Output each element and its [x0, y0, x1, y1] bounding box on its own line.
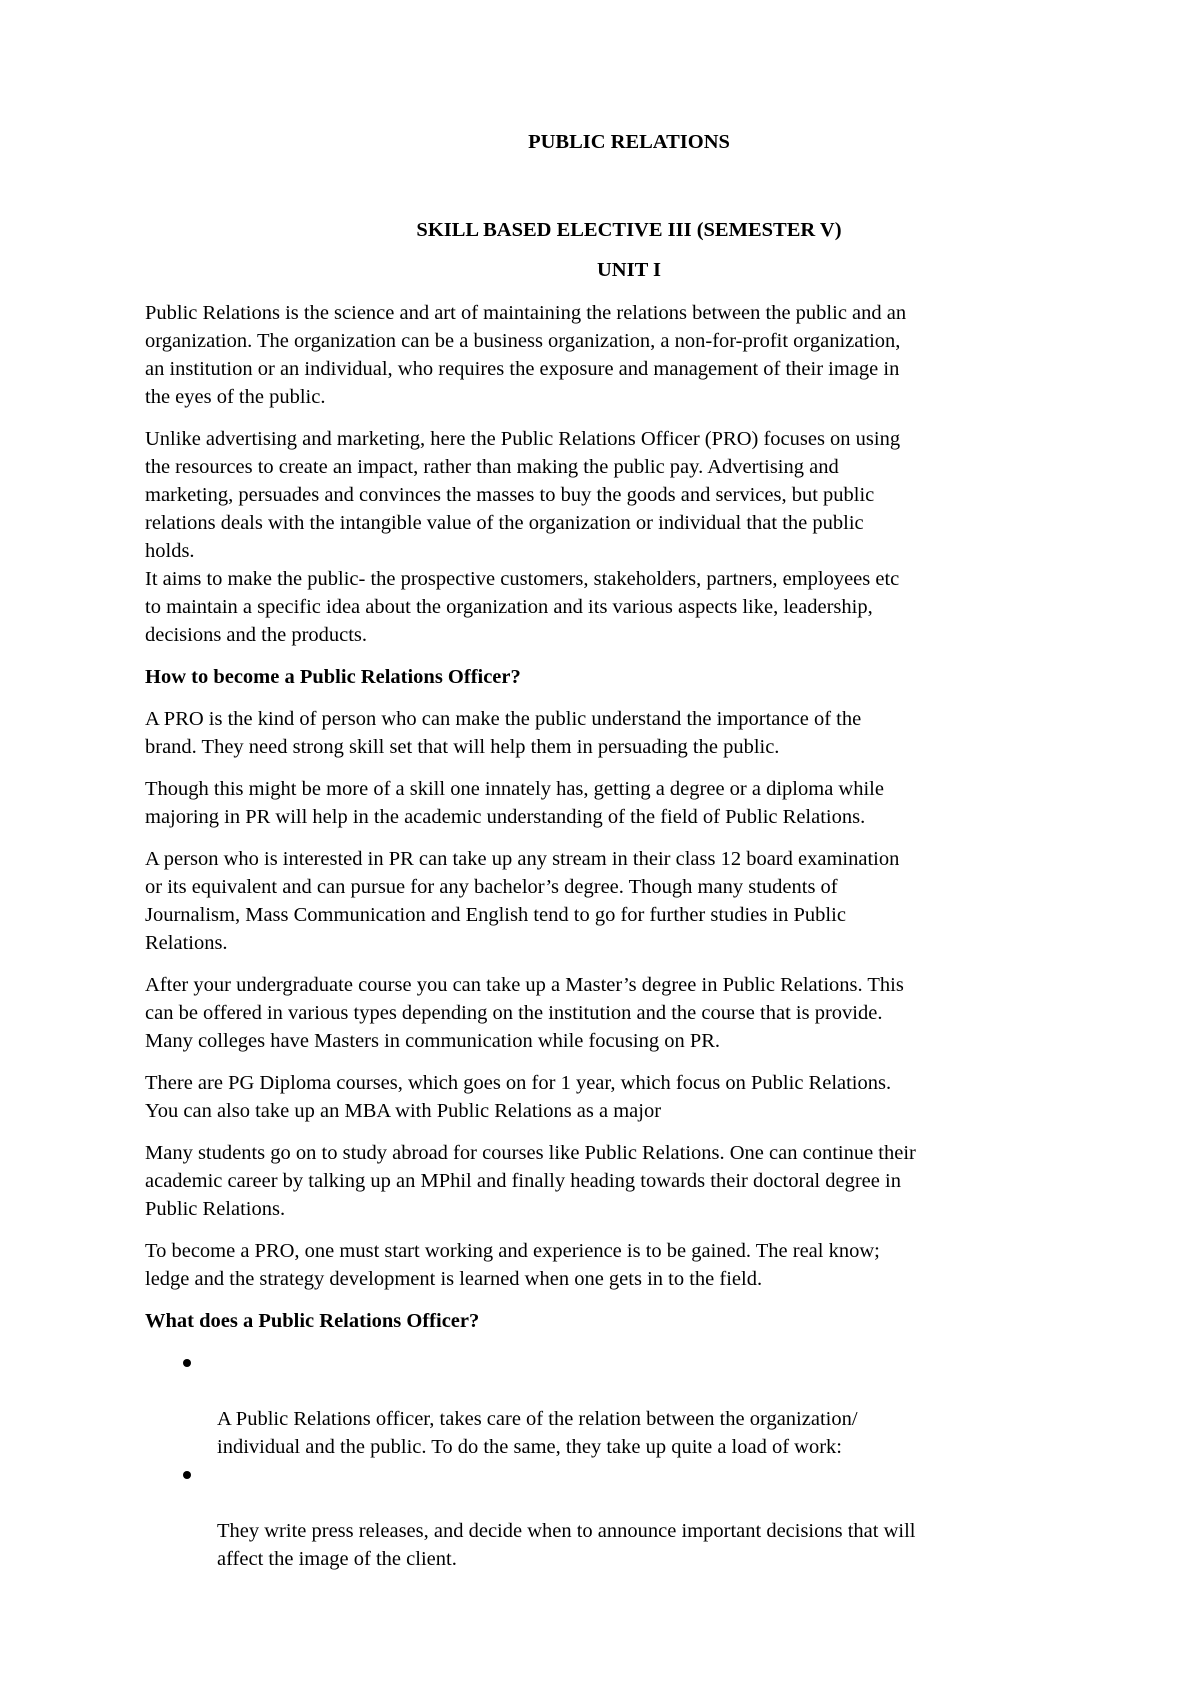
list-item-text: They write press releases, and decide when to announce important decisions that will affect the image of the client. — [217, 1520, 916, 1570]
document-title: PUBLIC RELATIONS — [528, 131, 730, 153]
intro-paragraph-1: Public Relations is the science and art of maintaining the relations between the public and an organization. The organization can be a business organization, a non-for-profit organization, an institution or an individual, who requires the exposure and management of their image in the eyes of the public. — [145, 302, 907, 408]
section-heading-become-pro: How to become a Public Relations Officer? — [145, 666, 521, 688]
intro-paragraph-3: It aims to make the public- the prospective customers, stakeholders, partners, employees etc to maintain a specific idea about the organization and its various aspects like, leadership, decisions and the products. — [145, 568, 900, 646]
list-item-text: A Public Relations officer, takes care of the relation between the organization/ individual and the public. To do the same, they take up quite a load of work: — [217, 1408, 858, 1458]
section-1-paragraph-7: To become a PRO, one must start working and experience is to be gained. The real know; ledge and the strategy development is learned when one gets in to the field. — [145, 1240, 880, 1290]
duties-list — [145, 1349, 1075, 1573]
section-heading-pro-duties: What does a Public Relations Officer? — [145, 1310, 480, 1332]
document-page — [145, 128, 1075, 1573]
section-1-paragraph-2: Though this might be more of a skill one innately has, getting a degree or a diploma while majoring in PR will help in the academic understanding of the field of Public Relations. — [145, 778, 884, 828]
intro-paragraph-2: Unlike advertising and marketing, here the Public Relations Officer (PRO) focuses on using the resources to create an impact, rather than making the public pay. Advertising and marketing, persuades and convinces the masses to buy the goods and services, but public relations deals with the intangible value of the organization or individual that the public holds. — [145, 428, 901, 562]
bullet-icon — [183, 1471, 191, 1479]
section-1-paragraph-1: A PRO is the kind of person who can make the public understand the importance of the brand. They need strong skill set that will help them in persuading the public. — [145, 708, 862, 758]
list-item — [145, 1461, 1075, 1573]
list-item — [145, 1349, 1075, 1461]
section-1-paragraph-5: There are PG Diploma courses, which goes on for 1 year, which focus on Public Relations. You can also take up an MBA with Public Relations as a major — [145, 1072, 892, 1122]
section-1-paragraph-6: Many students go on to study abroad for courses like Public Relations. One can continue their academic career by talking up an MPhil and finally heading towards their doctoral degree in Public Relations. — [145, 1142, 916, 1220]
unit-heading: UNIT I — [597, 259, 661, 281]
document-subtitle: SKILL BASED ELECTIVE III (SEMESTER V) — [416, 219, 842, 241]
bullet-icon — [183, 1359, 191, 1367]
section-1-paragraph-3: A person who is interested in PR can take up any stream in their class 12 board examination or its equivalent and can pursue for any bachelor’s degree. Though many students of Journalism, Mass Communication and English tend to go for further studies in Public Relations. — [145, 848, 900, 954]
section-1-paragraph-4: After your undergraduate course you can take up a Master’s degree in Public Relations. This can be offered in various types depending on the institution and the course that is provide. Many colleges have Masters in communication while focusing on PR. — [145, 974, 904, 1052]
